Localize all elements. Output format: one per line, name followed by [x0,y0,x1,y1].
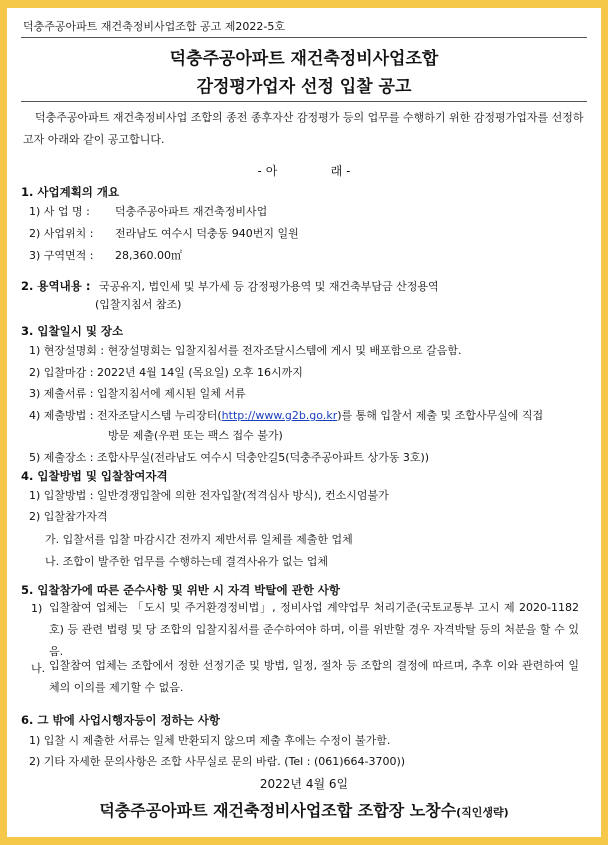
s5-paragraph-2: 입찰참여 업체는 조합에서 정한 선정기준 및 방법, 일정, 절차 등 조합의 결정에 따르며, 추후 이와 관련하여 일체의 이의를 제기할 수 없음. [49,659,579,694]
s1-item-2: 2) 사업위치 : 전라남도 여수시 덕충동 940번지 일원 [29,227,299,240]
s2-line1: 국공유지, 법인세 및 부가세 등 감정평가용역 및 재건축부담금 산정용역 [99,280,439,293]
s3-item-3: 3) 제출서류 : 입찰지침서에 제시된 일체 서류 [29,387,246,400]
s2-line2: (입찰지침서 참조) [95,298,182,311]
title-line2: 감정평가업자 선정 입찰 공고 [196,77,412,97]
s5-p1-label: 1) [31,602,43,615]
s3-item-4-cont: 방문 제출(우편 또는 팩스 접수 불가) [108,429,283,442]
title-rule [21,101,587,102]
section3-heading: 3. 입찰일시 및 장소 [21,324,124,338]
s6-item-1: 1) 입찰 시 제출한 서류는 일체 반환되지 않으며 제출 후에는 수정이 불가함. [29,734,391,747]
s4-item-2: 2) 입찰참가자격 [29,510,108,523]
section6-heading: 6. 그 밖에 사업시행자등이 정하는 사항 [21,713,221,727]
s6-item-2: 2) 기타 자세한 문의사항은 조합 사무실로 문의 바람. (Tel : (061)664-3700)) [29,755,406,768]
s5-paragraph-1: 입찰참여 업체는 「도시 및 주거환경정비법」, 정비사업 계약업무 처리기준(국토교통부 고시 제 2020-1182호) 등 관련 법령 및 당 조합의 입찰지침서를 준수하여야 하며, 이를 위반할 경우 자격박탈 등의 처분을 할 수 있음. [49,601,579,658]
s4-item-1: 1) 입찰방법 : 일반경쟁입찰에 의한 전자입찰(적격심사 방식), 컨소시엄불가 [29,489,389,502]
s3-item-1: 1) 현장설명회 : 현장설명회는 입찰지침서를 전자조달시스템에 게시 및 배포함으로 갈음함. [29,344,462,357]
s3-item-4: 4) 제출방법 : 전자조달시스템 누리장터(http://www.g2b.go.kr)를 통해 입찰서 제출 및 조합사무실에 직접 [29,409,544,422]
section1-heading: 1. 사업계획의 개요 [21,185,120,199]
signature-line: 덕충주공아파트 재건축정비사업조합 조합장 노창수(직인생략) [99,801,509,820]
section4-heading: 4. 입찰방법 및 입찰참여자격 [21,469,168,483]
g2b-link[interactable]: http://www.g2b.go.kr [221,409,338,422]
seal-note: (직인생략) [456,806,509,819]
header-rule [21,37,587,38]
s3-item-5: 5) 제출장소 : 조합사무실(전라남도 여수시 덕충안길5(덕충주공아파트 상가동 3호)) [29,451,430,464]
section5-heading: 5. 입찰참가에 따른 준수사항 및 위반 시 자격 박탈에 관한 사항 [21,583,341,597]
section2-heading: 2. 용역내용 : [21,279,91,293]
notice-date: 2022년 4월 6일 [259,777,349,791]
notice-number: 덕충주공아파트 재건축정비사업조합 공고 제2022-5호 [23,20,285,33]
intro-paragraph: 덕충주공아파트 재건축정비사업 조합의 종전 종후자산 감정평가 등의 업무를 수행하기 위한 감정평가업자를 선정하고자 아래와 같이 공고합니다. [23,111,584,146]
s1-item-1: 1) 사 업 명 : 덕충주공아파트 재건축정비사업 [29,205,268,218]
notice-page [7,8,601,837]
s4-item-na: 나. 조합이 발주한 업무를 수행하는데 결격사유가 없는 업체 [45,555,328,568]
s4-item-ga: 가. 입찰서를 입찰 마감시간 전까지 제반서류 일체를 제출한 업체 [45,533,353,546]
s3-item-2: 2) 입찰마감 : 2022년 4월 14일 (목요일) 오후 16시까지 [29,366,303,379]
title-line1: 덕충주공아파트 재건축정비사업조합 [169,49,439,69]
ara-marker: - 아 래 - [257,164,351,178]
s5-p2-label: 나. [31,662,46,675]
s1-item-3: 3) 구역면적 : 28,360.00㎡ [29,249,182,262]
